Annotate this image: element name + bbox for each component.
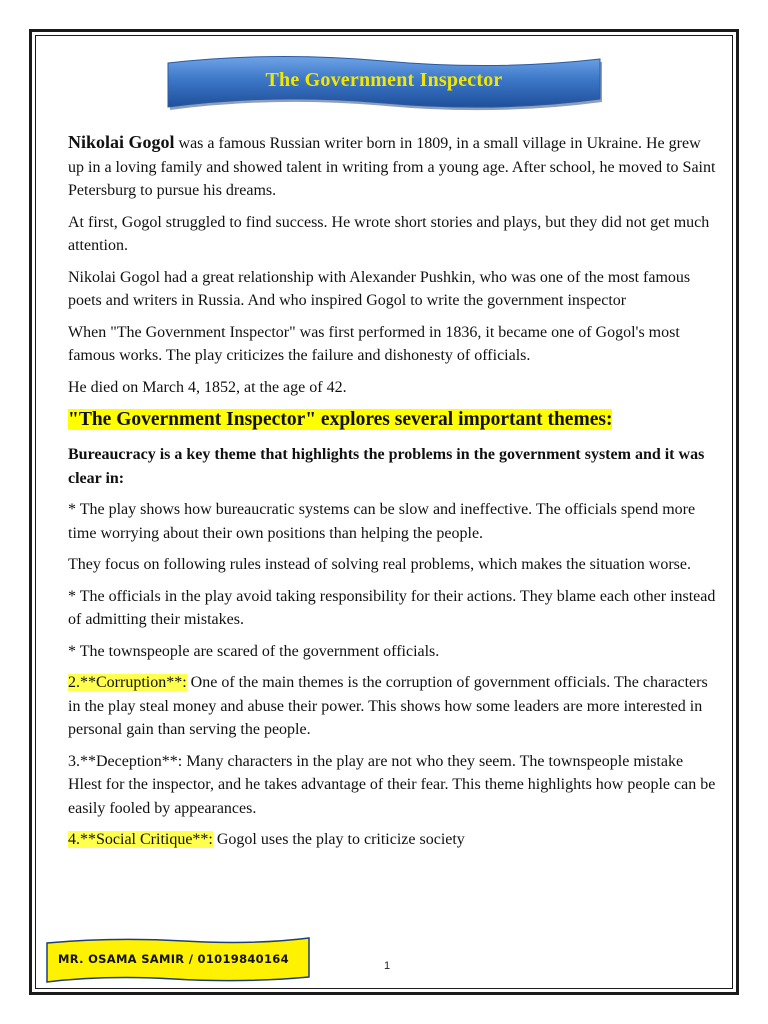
social-text: Gogol uses the play to criticize society: [212, 831, 465, 848]
themes-heading-line: [68, 407, 718, 434]
bureaucracy-heading: Bureaucracy is a key theme that highlights the problems in the government system and it was clear in:: [68, 446, 705, 487]
document-title: The Government Inspector: [265, 69, 503, 91]
social-label: [68, 831, 213, 848]
bureaucracy-point-2: They focus on following rules instead of solving real problems, which makes the situation worse.: [68, 556, 691, 573]
paragraph-2: Nikolai Gogol had a great relationship with Alexander Pushkin, who was one of the most famous poets and writers in Russia. And who inspired Gogol to write the government inspector: [68, 268, 691, 309]
bureaucracy-point-1: * The play shows how bureaucratic systems can be slow and ineffective. The officials spend more time worrying about their own positions than helping the people.: [68, 501, 696, 542]
paragraph-4: He died on March 4, 1852, at the age of 42.: [68, 378, 347, 396]
themes-heading: "The Government Inspector" explores several important themes:: [68, 409, 613, 430]
author-contact: MR. OSAMA SAMIR / 01019840164: [58, 952, 289, 966]
social-paragraph: [68, 828, 718, 852]
corruption-label: [68, 674, 187, 691]
bureaucracy-point-3: * The officials in the play avoid taking responsibility for their actions. They blame each other instead of admitting their mistakes.: [68, 587, 716, 628]
intro-paragraph: [68, 131, 718, 203]
social-title: **Social Critique**:: [80, 831, 213, 848]
author-tag: [44, 935, 312, 985]
title-banner: [164, 55, 604, 115]
corruption-number: 2.: [68, 674, 80, 691]
corruption-paragraph: [68, 671, 718, 742]
deception-paragraph: 3.**Deception**: Many characters in the play are not who they seem. The townspeople mistake Hlest for the inspector, and he takes advantage of their fear. This theme highlights how people can be easily fooled by appearances.: [68, 752, 716, 817]
social-number: 4.: [68, 831, 80, 848]
paragraph-1: At first, Gogol struggled to find success. He wrote short stories and plays, but they did not get much attention.: [68, 213, 710, 254]
corruption-title: **Corruption**:: [80, 674, 187, 691]
paragraph-3: When "The Government Inspector" was first performed in 1836, it became one of Gogol's most famous works. The play criticizes the failure and dishonesty of officials.: [68, 323, 680, 364]
document-body: [68, 131, 718, 852]
bureaucracy-point-4: * The townspeople are scared of the government officials.: [68, 642, 440, 660]
author-name: Nikolai Gogol: [68, 132, 175, 152]
intro-text: was a famous Russian writer born in 1809, in a small village in Ukraine. He grew up in a loving family and showed talent in writing from a young age. After school, he moved to Saint Petersburg to pursue his dreams.: [68, 135, 716, 199]
corruption-text: One of the main themes is the corruption of government officials. The characters in the play steal money and abuse their power. This shows how some leaders are more interested in personal gain than serving the people.: [68, 674, 708, 738]
page-number: 1: [384, 960, 391, 972]
